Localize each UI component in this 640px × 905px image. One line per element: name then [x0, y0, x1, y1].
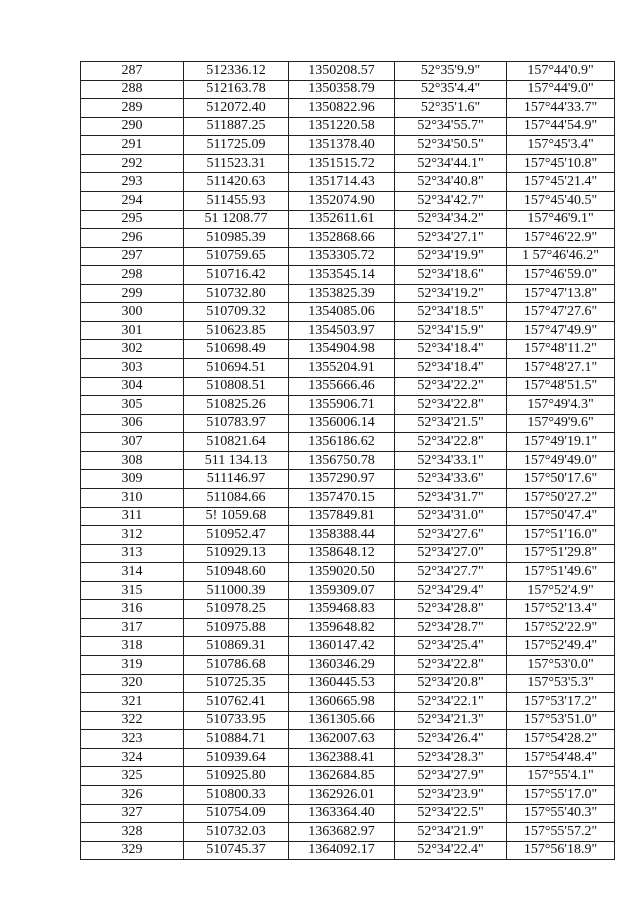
table-row — [81, 488, 615, 507]
latitude-cell: 52°34'28.8" — [395, 600, 507, 619]
latitude-cell: 52°34'22.2" — [395, 377, 507, 396]
longitude-cell: 157°45'21.4" — [507, 173, 615, 192]
latitude-cell: 52°34'18.4" — [395, 340, 507, 359]
latitude-cell: 52°34'15.9" — [395, 321, 507, 340]
table-row — [81, 303, 615, 322]
y-coordinate-cell: 1359648.82 — [289, 618, 395, 637]
y-coordinate-cell: 1359309.07 — [289, 581, 395, 600]
table-row — [81, 526, 615, 545]
point-number-cell: 327 — [81, 804, 184, 823]
coordinates-table-body — [81, 62, 615, 860]
x-coordinate-cell: 5! 1059.68 — [184, 507, 289, 526]
point-number-cell: 308 — [81, 451, 184, 470]
y-coordinate-cell: 1353825.39 — [289, 284, 395, 303]
y-coordinate-cell: 1351714.43 — [289, 173, 395, 192]
y-coordinate-cell: 1362007.63 — [289, 730, 395, 749]
longitude-cell: 157°55'17.0" — [507, 785, 615, 804]
longitude-cell: 157°49'49.0" — [507, 451, 615, 470]
longitude-cell: 157°52'49.4" — [507, 637, 615, 656]
table-row — [81, 674, 615, 693]
latitude-cell: 52°34'18.4" — [395, 359, 507, 378]
table-row — [81, 600, 615, 619]
table-row — [81, 377, 615, 396]
point-number-cell: 313 — [81, 544, 184, 563]
point-number-cell: 315 — [81, 581, 184, 600]
table-row — [81, 618, 615, 637]
point-number-cell: 291 — [81, 136, 184, 155]
x-coordinate-cell: 510732.03 — [184, 823, 289, 842]
y-coordinate-cell: 1352611.61 — [289, 210, 395, 229]
y-coordinate-cell: 1356750.78 — [289, 451, 395, 470]
point-number-cell: 326 — [81, 785, 184, 804]
y-coordinate-cell: 1355906.71 — [289, 396, 395, 415]
x-coordinate-cell: 510754.09 — [184, 804, 289, 823]
x-coordinate-cell: 510939.64 — [184, 748, 289, 767]
table-row — [81, 507, 615, 526]
point-number-cell: 292 — [81, 154, 184, 173]
table-row — [81, 470, 615, 489]
table-row — [81, 340, 615, 359]
y-coordinate-cell: 1351378.40 — [289, 136, 395, 155]
x-coordinate-cell: 510783.97 — [184, 414, 289, 433]
point-number-cell: 295 — [81, 210, 184, 229]
latitude-cell: 52°34'25.4" — [395, 637, 507, 656]
longitude-cell: 157°52'13.4" — [507, 600, 615, 619]
y-coordinate-cell: 1354503.97 — [289, 321, 395, 340]
longitude-cell: 157°47'27.6" — [507, 303, 615, 322]
table-row — [81, 767, 615, 786]
longitude-cell: 157°53'5.3" — [507, 674, 615, 693]
point-number-cell: 287 — [81, 62, 184, 81]
longitude-cell: 157°56'18.9" — [507, 841, 615, 860]
y-coordinate-cell: 1350208.57 — [289, 62, 395, 81]
longitude-cell: 157°52'22.9" — [507, 618, 615, 637]
latitude-cell: 52°34'27.9" — [395, 767, 507, 786]
point-number-cell: 297 — [81, 247, 184, 266]
table-row — [81, 414, 615, 433]
x-coordinate-cell: 510800.33 — [184, 785, 289, 804]
x-coordinate-cell: 510745.37 — [184, 841, 289, 860]
x-coordinate-cell: 510925.80 — [184, 767, 289, 786]
point-number-cell: 303 — [81, 359, 184, 378]
y-coordinate-cell: 1360665.98 — [289, 693, 395, 712]
point-number-cell: 298 — [81, 266, 184, 285]
latitude-cell: 52°34'55.7" — [395, 117, 507, 136]
point-number-cell: 316 — [81, 600, 184, 619]
x-coordinate-cell: 510985.39 — [184, 229, 289, 248]
longitude-cell: 157°48'27.1" — [507, 359, 615, 378]
latitude-cell: 52°34'21.3" — [395, 711, 507, 730]
point-number-cell: 310 — [81, 488, 184, 507]
table-row — [81, 266, 615, 285]
table-row — [81, 62, 615, 81]
longitude-cell: 157°50'47.4" — [507, 507, 615, 526]
point-number-cell: 296 — [81, 229, 184, 248]
x-coordinate-cell: 510694.51 — [184, 359, 289, 378]
table-row — [81, 321, 615, 340]
x-coordinate-cell: 510884.71 — [184, 730, 289, 749]
latitude-cell: 52°34'21.5" — [395, 414, 507, 433]
latitude-cell: 52°34'22.4" — [395, 841, 507, 860]
point-number-cell: 312 — [81, 526, 184, 545]
latitude-cell: 52°34'27.1" — [395, 229, 507, 248]
y-coordinate-cell: 1356186.62 — [289, 433, 395, 452]
latitude-cell: 52°35'4.4" — [395, 80, 507, 99]
latitude-cell: 52°34'50.5" — [395, 136, 507, 155]
point-number-cell: 317 — [81, 618, 184, 637]
point-number-cell: 290 — [81, 117, 184, 136]
table-row — [81, 210, 615, 229]
y-coordinate-cell: 1355666.46 — [289, 377, 395, 396]
point-number-cell: 289 — [81, 99, 184, 118]
x-coordinate-cell: 512336.12 — [184, 62, 289, 81]
longitude-cell: 157°44'33.7" — [507, 99, 615, 118]
point-number-cell: 320 — [81, 674, 184, 693]
point-number-cell: 306 — [81, 414, 184, 433]
x-coordinate-cell: 510762.41 — [184, 693, 289, 712]
y-coordinate-cell: 1358648.12 — [289, 544, 395, 563]
latitude-cell: 52°34'26.4" — [395, 730, 507, 749]
longitude-cell: 157°51'16.0" — [507, 526, 615, 545]
table-row — [81, 229, 615, 248]
table-row — [81, 173, 615, 192]
x-coordinate-cell: 510975.88 — [184, 618, 289, 637]
latitude-cell: 52°34'33.1" — [395, 451, 507, 470]
table-row — [81, 451, 615, 470]
longitude-cell: 157°48'11.2" — [507, 340, 615, 359]
x-coordinate-cell: 511420.63 — [184, 173, 289, 192]
latitude-cell: 52°34'31.0" — [395, 507, 507, 526]
longitude-cell: 157°53'0.0" — [507, 656, 615, 675]
table-row — [81, 563, 615, 582]
point-number-cell: 307 — [81, 433, 184, 452]
longitude-cell: 157°50'17.6" — [507, 470, 615, 489]
latitude-cell: 52°34'33.6" — [395, 470, 507, 489]
latitude-cell: 52°34'22.8" — [395, 656, 507, 675]
point-number-cell: 318 — [81, 637, 184, 656]
point-number-cell: 309 — [81, 470, 184, 489]
latitude-cell: 52°34'19.2" — [395, 284, 507, 303]
x-coordinate-cell: 511146.97 — [184, 470, 289, 489]
table-row — [81, 581, 615, 600]
table-row — [81, 99, 615, 118]
x-coordinate-cell: 510725.35 — [184, 674, 289, 693]
y-coordinate-cell: 1363364.40 — [289, 804, 395, 823]
point-number-cell: 304 — [81, 377, 184, 396]
point-number-cell: 288 — [81, 80, 184, 99]
point-number-cell: 319 — [81, 656, 184, 675]
x-coordinate-cell: 510808.51 — [184, 377, 289, 396]
longitude-cell: 157°46'59.0" — [507, 266, 615, 285]
table-row — [81, 748, 615, 767]
point-number-cell: 305 — [81, 396, 184, 415]
longitude-cell: 157°55'40.3" — [507, 804, 615, 823]
y-coordinate-cell: 1357849.81 — [289, 507, 395, 526]
longitude-cell: 157°44'9.0" — [507, 80, 615, 99]
y-coordinate-cell: 1362684.85 — [289, 767, 395, 786]
latitude-cell: 52°34'28.7" — [395, 618, 507, 637]
table-row — [81, 730, 615, 749]
coordinates-table — [80, 61, 615, 860]
table-row — [81, 359, 615, 378]
latitude-cell: 52°34'34.2" — [395, 210, 507, 229]
latitude-cell: 52°34'27.6" — [395, 526, 507, 545]
longitude-cell: 157°51'29.8" — [507, 544, 615, 563]
x-coordinate-cell: 51 1208.77 — [184, 210, 289, 229]
longitude-cell: 157°45'40.5" — [507, 191, 615, 210]
latitude-cell: 52°34'20.8" — [395, 674, 507, 693]
table-row — [81, 396, 615, 415]
point-number-cell: 329 — [81, 841, 184, 860]
longitude-cell: 157°51'49.6" — [507, 563, 615, 582]
table-row — [81, 80, 615, 99]
x-coordinate-cell: 510716.42 — [184, 266, 289, 285]
x-coordinate-cell: 510929.13 — [184, 544, 289, 563]
y-coordinate-cell: 1352868.66 — [289, 229, 395, 248]
y-coordinate-cell: 1352074.90 — [289, 191, 395, 210]
latitude-cell: 52°35'1.6" — [395, 99, 507, 118]
x-coordinate-cell: 512163.78 — [184, 80, 289, 99]
point-number-cell: 311 — [81, 507, 184, 526]
latitude-cell: 52°34'27.0" — [395, 544, 507, 563]
longitude-cell: 157°45'10.8" — [507, 154, 615, 173]
x-coordinate-cell: 511887.25 — [184, 117, 289, 136]
table-row — [81, 637, 615, 656]
y-coordinate-cell: 1356006.14 — [289, 414, 395, 433]
latitude-cell: 52°34'27.7" — [395, 563, 507, 582]
table-row — [81, 136, 615, 155]
longitude-cell: 157°52'4.9" — [507, 581, 615, 600]
x-coordinate-cell: 511725.09 — [184, 136, 289, 155]
table-row — [81, 247, 615, 266]
y-coordinate-cell: 1354085.06 — [289, 303, 395, 322]
latitude-cell: 52°34'18.6" — [395, 266, 507, 285]
longitude-cell: 157°54'48.4" — [507, 748, 615, 767]
longitude-cell: 157°44'0.9" — [507, 62, 615, 81]
table-row — [81, 656, 615, 675]
y-coordinate-cell: 1357470.15 — [289, 488, 395, 507]
y-coordinate-cell: 1360346.29 — [289, 656, 395, 675]
x-coordinate-cell: 511084.66 — [184, 488, 289, 507]
x-coordinate-cell: 510709.32 — [184, 303, 289, 322]
longitude-cell: 157°50'27.2" — [507, 488, 615, 507]
point-number-cell: 302 — [81, 340, 184, 359]
y-coordinate-cell: 1350358.79 — [289, 80, 395, 99]
y-coordinate-cell: 1359468.83 — [289, 600, 395, 619]
longitude-cell: 157°44'54.9" — [507, 117, 615, 136]
table-row — [81, 191, 615, 210]
longitude-cell: 157°53'17.2" — [507, 693, 615, 712]
x-coordinate-cell: 510623.85 — [184, 321, 289, 340]
point-number-cell: 324 — [81, 748, 184, 767]
y-coordinate-cell: 1360445.53 — [289, 674, 395, 693]
y-coordinate-cell: 1351220.58 — [289, 117, 395, 136]
x-coordinate-cell: 510952.47 — [184, 526, 289, 545]
point-number-cell: 300 — [81, 303, 184, 322]
y-coordinate-cell: 1363682.97 — [289, 823, 395, 842]
latitude-cell: 52°34'19.9" — [395, 247, 507, 266]
table-row — [81, 693, 615, 712]
latitude-cell: 52°34'40.8" — [395, 173, 507, 192]
x-coordinate-cell: 510869.31 — [184, 637, 289, 656]
y-coordinate-cell: 1355204.91 — [289, 359, 395, 378]
longitude-cell: 157°49'4.3" — [507, 396, 615, 415]
latitude-cell: 52°34'28.3" — [395, 748, 507, 767]
table-row — [81, 785, 615, 804]
y-coordinate-cell: 1361305.66 — [289, 711, 395, 730]
x-coordinate-cell: 511523.31 — [184, 154, 289, 173]
y-coordinate-cell: 1360147.42 — [289, 637, 395, 656]
table-row — [81, 804, 615, 823]
y-coordinate-cell: 1353545.14 — [289, 266, 395, 285]
longitude-cell: 157°46'22.9" — [507, 229, 615, 248]
table-row — [81, 117, 615, 136]
x-coordinate-cell: 512072.40 — [184, 99, 289, 118]
x-coordinate-cell: 510948.60 — [184, 563, 289, 582]
table-row — [81, 841, 615, 860]
x-coordinate-cell: 510978.25 — [184, 600, 289, 619]
table-row — [81, 433, 615, 452]
latitude-cell: 52°34'22.8" — [395, 396, 507, 415]
latitude-cell: 52°34'22.5" — [395, 804, 507, 823]
longitude-cell: 1 57°46'46.2" — [507, 247, 615, 266]
x-coordinate-cell: 510821.64 — [184, 433, 289, 452]
x-coordinate-cell: 510786.68 — [184, 656, 289, 675]
latitude-cell: 52°34'18.5" — [395, 303, 507, 322]
longitude-cell: 157°47'13.8" — [507, 284, 615, 303]
x-coordinate-cell: 510733.95 — [184, 711, 289, 730]
latitude-cell: 52°35'9.9" — [395, 62, 507, 81]
point-number-cell: 301 — [81, 321, 184, 340]
latitude-cell: 52°34'44.1" — [395, 154, 507, 173]
latitude-cell: 52°34'29.4" — [395, 581, 507, 600]
y-coordinate-cell: 1362388.41 — [289, 748, 395, 767]
x-coordinate-cell: 510698.49 — [184, 340, 289, 359]
point-number-cell: 322 — [81, 711, 184, 730]
x-coordinate-cell: 510732.80 — [184, 284, 289, 303]
y-coordinate-cell: 1354904.98 — [289, 340, 395, 359]
x-coordinate-cell: 511455.93 — [184, 191, 289, 210]
table-row — [81, 154, 615, 173]
latitude-cell: 52°34'23.9" — [395, 785, 507, 804]
longitude-cell: 157°45'3.4" — [507, 136, 615, 155]
longitude-cell: 157°54'28.2" — [507, 730, 615, 749]
longitude-cell: 157°48'51.5" — [507, 377, 615, 396]
longitude-cell: 157°53'51.0" — [507, 711, 615, 730]
longitude-cell: 157°55'57.2" — [507, 823, 615, 842]
x-coordinate-cell: 511000.39 — [184, 581, 289, 600]
y-coordinate-cell: 1350822.96 — [289, 99, 395, 118]
table-row — [81, 284, 615, 303]
point-number-cell: 314 — [81, 563, 184, 582]
table-row — [81, 711, 615, 730]
longitude-cell: 157°49'9.6" — [507, 414, 615, 433]
y-coordinate-cell: 1362926.01 — [289, 785, 395, 804]
longitude-cell: 157°49'19.1" — [507, 433, 615, 452]
x-coordinate-cell: 511 134.13 — [184, 451, 289, 470]
longitude-cell: 157°55'4.1" — [507, 767, 615, 786]
y-coordinate-cell: 1353305.72 — [289, 247, 395, 266]
point-number-cell: 323 — [81, 730, 184, 749]
y-coordinate-cell: 1351515.72 — [289, 154, 395, 173]
point-number-cell: 328 — [81, 823, 184, 842]
table-row — [81, 823, 615, 842]
point-number-cell: 321 — [81, 693, 184, 712]
longitude-cell: 157°46'9.1" — [507, 210, 615, 229]
point-number-cell: 299 — [81, 284, 184, 303]
x-coordinate-cell: 510759.65 — [184, 247, 289, 266]
latitude-cell: 52°34'31.7" — [395, 488, 507, 507]
longitude-cell: 157°47'49.9" — [507, 321, 615, 340]
y-coordinate-cell: 1357290.97 — [289, 470, 395, 489]
y-coordinate-cell: 1358388.44 — [289, 526, 395, 545]
y-coordinate-cell: 1364092.17 — [289, 841, 395, 860]
point-number-cell: 294 — [81, 191, 184, 210]
table-row — [81, 544, 615, 563]
point-number-cell: 293 — [81, 173, 184, 192]
latitude-cell: 52°34'22.8" — [395, 433, 507, 452]
y-coordinate-cell: 1359020.50 — [289, 563, 395, 582]
point-number-cell: 325 — [81, 767, 184, 786]
latitude-cell: 52°34'42.7" — [395, 191, 507, 210]
latitude-cell: 52°34'21.9" — [395, 823, 507, 842]
x-coordinate-cell: 510825.26 — [184, 396, 289, 415]
latitude-cell: 52°34'22.1" — [395, 693, 507, 712]
